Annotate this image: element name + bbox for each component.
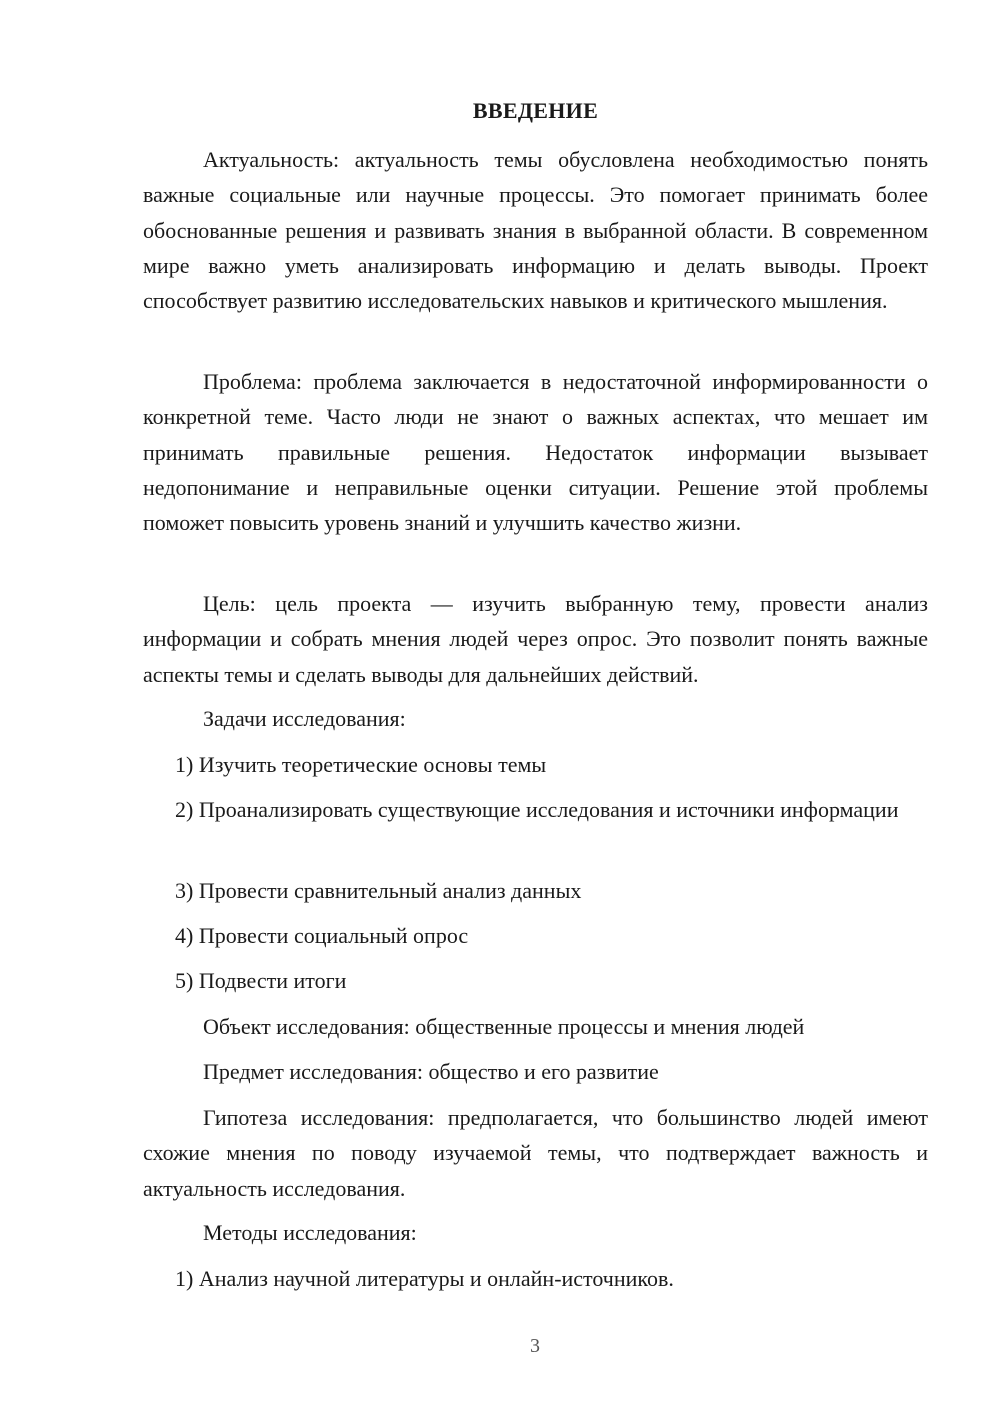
task-item-1: 1) Изучить теоретические основы темы xyxy=(175,752,547,777)
research-subject: Предмет исследования: общество и его развитие xyxy=(203,1059,659,1084)
page-title: ВВЕДЕНИЕ xyxy=(472,98,599,123)
research-hypothesis: Гипотеза исследования: предполагается, что большинство людей имеют схожие мнения по поводу изучаемой темы, что подтверждает важность и актуальность исследования. xyxy=(143,1105,928,1201)
method-item-1: 1) Анализ научной литературы и онлайн-источников. xyxy=(175,1266,674,1291)
page-number: 3 xyxy=(530,1335,540,1357)
task-item-3: 3) Провести сравнительный анализ данных xyxy=(175,878,582,903)
task-item-5: 5) Подвести итоги xyxy=(175,968,347,993)
task-item-4: 4) Провести социальный опрос xyxy=(175,923,469,948)
paragraph-problem: Проблема: проблема заключается в недостаточной информированности о конкретной теме. Часто люди не знают о важных аспектах, что мешает им принимать правильные решения. Недостаток информации вызывает недопонимание и неправильные оценки ситуации. Решение этой проблемы поможет повысить уровень знаний и улучшить качество жизни. xyxy=(143,369,928,536)
paragraph-goal: Цель: цель проекта — изучить выбранную тему, провести анализ информации и собрать мнения людей через опрос. Это позволит понять важные аспекты темы и сделать выводы для дальнейших действий. xyxy=(143,591,928,687)
methods-heading: Методы исследования: xyxy=(203,1220,417,1245)
research-object: Объект исследования: общественные процессы и мнения людей xyxy=(203,1014,805,1039)
tasks-heading: Задачи исследования: xyxy=(203,706,406,731)
task-item-2: 2) Проанализировать существующие исследования и источники информации xyxy=(175,797,899,822)
paragraph-relevance: Актуальность: актуальность темы обусловлена необходимостью понять важные социальные или научные процессы. Это помогает принимать более обоснованные решения и развивать знания в выбранной области. В современном мире важно уметь анализировать информацию и делать выводы. Проект способствует развитию исследовательских навыков и критического мышления. xyxy=(143,147,928,314)
